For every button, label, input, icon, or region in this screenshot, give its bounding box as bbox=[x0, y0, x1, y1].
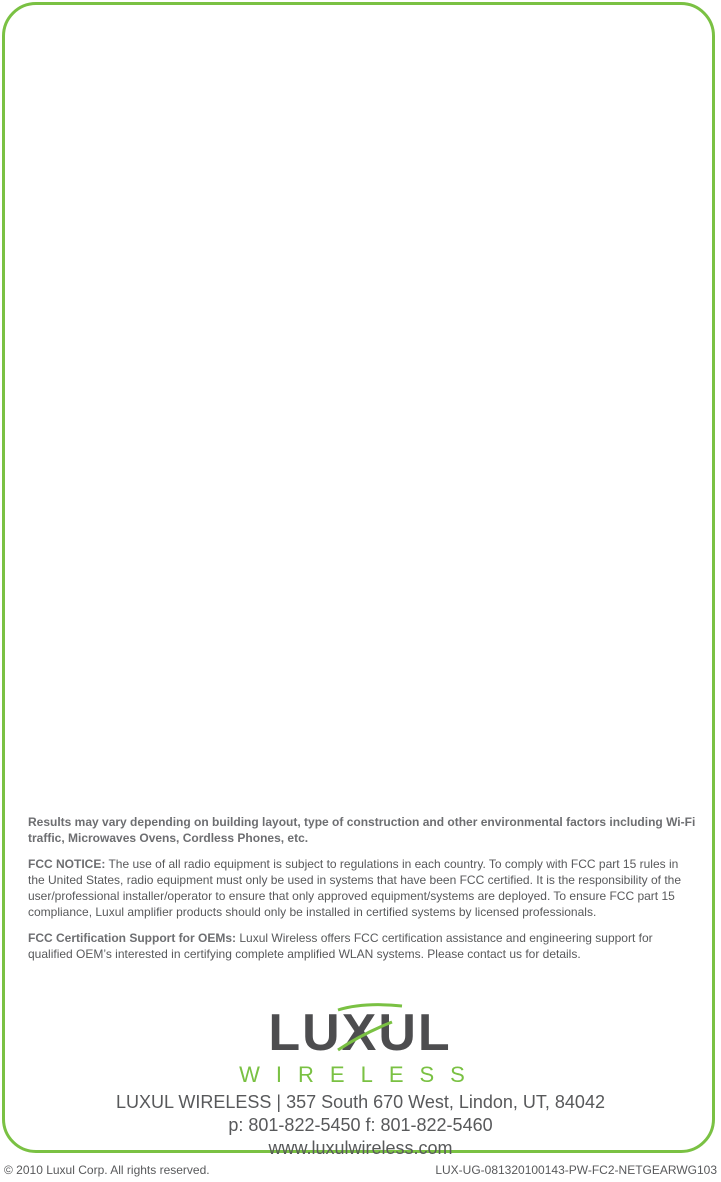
results-note: Results may vary depending on building layout, type of construction and other environmental factors including Wi-Fi traffic, Microwaves Ovens, Cordless Phones, etc. bbox=[28, 815, 696, 845]
contact-phone: p: 801-822-5450 f: 801-822-5460 bbox=[228, 1115, 493, 1135]
contact-website[interactable]: www.luxulwireless.com bbox=[268, 1138, 453, 1158]
fcc-notice bbox=[28, 856, 696, 920]
fcc-oem-support bbox=[28, 930, 696, 962]
footer-copyright: © 2010 Luxul Corp. All rights reserved. bbox=[4, 1163, 210, 1177]
fcc-oem-text: Luxul Wireless offers FCC certification assistance and engineering support for qualified OEM’s interested in certifying complete amplified WLAN systems. Please contact us for details. bbox=[28, 931, 653, 961]
fcc-notice-text: The use of all radio equipment is subject to regulations in each country. To comply with FCC part 15 rules in the United States, radio equipment must only be used in systems that have been FCC certified. It is the responsibility of the user/professional installer/operator to ensure that only approved equipment/systems are deployed. To ensure FCC part 15 compliance, Luxul amplifier products should only be installed in certified systems by licensed professionals. bbox=[28, 857, 682, 919]
notes-block bbox=[28, 814, 696, 972]
logo-wordmark: LUXUL bbox=[268, 1004, 452, 1062]
logo-subtitle: WIRELESS bbox=[239, 1062, 481, 1086]
fcc-oem-label: FCC Certification Support for OEMs: bbox=[28, 931, 236, 945]
page-border-frame bbox=[2, 2, 715, 1153]
contact-address: LUXUL WIRELESS | 357 South 670 West, Lindon, UT, 84042 bbox=[116, 1092, 605, 1112]
footer-doc-code: LUX-UG-081320100143-PW-FC2-NETGEARWG103 bbox=[435, 1163, 717, 1177]
fcc-notice-label: FCC NOTICE: bbox=[28, 857, 106, 871]
luxul-logo bbox=[234, 1000, 486, 1086]
